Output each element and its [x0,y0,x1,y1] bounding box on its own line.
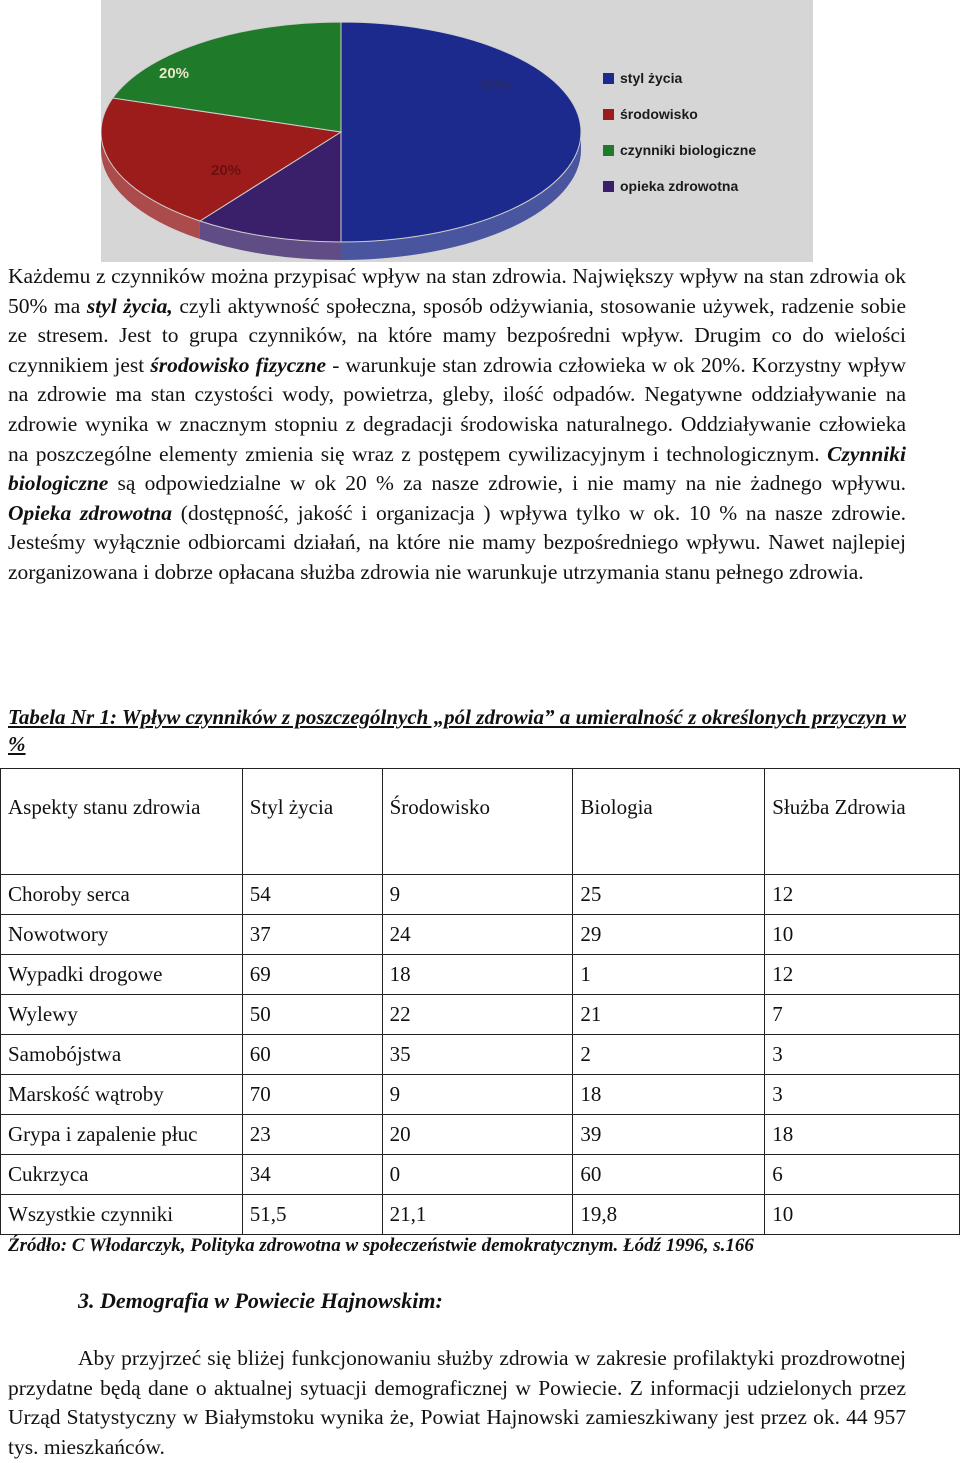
table-cell: Nowotwory [1,915,243,955]
table-cell: 34 [242,1155,382,1195]
term-lifestyle: styl życia, [86,293,173,318]
text-segment: są odpowiedzialne w ok 20 % za nasze zdrowie, i nie mamy na nie żadnego wpływu. [108,471,906,496]
term-biological: Czynniki biologiczne [8,441,906,496]
table-header-cell: Służba Zdrowia [765,769,960,875]
table-cell: 25 [573,875,765,915]
table-header-row [1,769,960,875]
table-cell: 3 [765,1035,960,1075]
table-cell: Cukrzyca [1,1155,243,1195]
table-row [1,875,960,915]
mortality-factors-table [0,768,960,1235]
text-segment: - warunkuje stan zdrowia człowieka w ok 20%. Korzystny wpływ na zdrowie ma stan czystości wody, powietrza, gleby, ilość odpadów. Negatywne oddziaływanie na zdrowie wynika w znacznym stopniu z degradacji środowiska naturalnego. Oddziaływanie człowieka na poszczególne elementy zmienia się wraz z postępem cywilizacyjnym i technologicznym. [8,352,907,466]
table-cell: 7 [765,995,960,1035]
table-cell: 3 [765,1075,960,1115]
pie-chart-figure [101,0,813,262]
table-cell: 51,5 [242,1195,382,1235]
table-row [1,1195,960,1235]
text-segment: czyli aktywność społeczna, sposób odżywiania, stosowanie używek, radzenie sobie ze stresem. Jest to grupa czynników, na które mamy bezpośredni wpływ. Drugim co do wielości czynnikiem jest [8,293,906,377]
table-cell: Choroby serca [1,875,243,915]
table-cell: 2 [573,1035,765,1075]
table-row [1,995,960,1035]
table-cell: 24 [382,915,573,955]
table-cell: 35 [382,1035,573,1075]
pie-slice [341,22,581,242]
table-cell: 18 [573,1075,765,1115]
table-cell: 10 [765,1195,960,1235]
table-cell: 9 [382,1075,573,1115]
legend-swatch [603,181,614,192]
table-cell: 50 [242,995,382,1035]
table-row [1,1115,960,1155]
table-cell: 69 [242,955,382,995]
legend-swatch [603,109,614,120]
table-cell: Wypadki drogowe [1,955,243,995]
section-heading: 3. Demografia w Powiecie Hajnowskim: [78,1288,443,1313]
table-cell: 20 [382,1115,573,1155]
term-healthcare: Opieka zdrowotna [8,500,173,525]
table-cell: 18 [765,1115,960,1155]
legend-swatch [603,73,614,84]
table-row [1,1155,960,1195]
legend-label: opieka zdrowotna [620,178,739,194]
table-cell: 0 [382,1155,573,1195]
table-cell: 60 [242,1035,382,1075]
pie-percent-label: 20% [159,65,190,82]
table-cell: 21 [573,995,765,1035]
table-cell: 12 [765,955,960,995]
table-cell: 54 [242,875,382,915]
pie-percent-label: 20% [211,162,242,179]
table-header-cell: Środowisko [382,769,573,875]
text-segment: (dostępność, jakość i organizacja ) wpływa tylko w ok. 10 % na nasze zdrowie. Jesteśmy wyłącznie odbiorcami działań, na które nie mamy bezpośredniego wpływu. Nawet najlepiej zorganizowana i dobrze opłacana służba zdrowia nie warunkuje utrzymania stanu pełnego zdrowia. [8,500,906,584]
table-cell: 70 [242,1075,382,1115]
table-cell: 9 [382,875,573,915]
table-row [1,1075,960,1115]
term-environment: środowisko fizyczne [150,352,327,377]
legend-swatch [603,145,614,156]
table-cell: 21,1 [382,1195,573,1235]
table-cell: 39 [573,1115,765,1155]
table-cell: Marskość wątroby [1,1075,243,1115]
table-row [1,1035,960,1075]
table-cell: 10 [765,915,960,955]
table-row [1,915,960,955]
table-cell: 19,8 [573,1195,765,1235]
table-cell: Grypa i zapalenie płuc [1,1115,243,1155]
table-cell: 6 [765,1155,960,1195]
legend-label: styl życia [620,70,683,86]
table-cell: 23 [242,1115,382,1155]
table-row [1,955,960,995]
legend-label: środowisko [620,106,698,122]
table-cell: 60 [573,1155,765,1195]
table-header-cell: Biologia [573,769,765,875]
table-source: Źródło: C Włodarczyk, Polityka zdrowotna w społeczeństwie demokratycznym. Łódź 1996, s.166 [8,1235,754,1256]
table-cell: Wszystkie czynniki [1,1195,243,1235]
table-header-cell: Aspekty stanu zdrowia [1,769,243,875]
pie-percent-label: 50% [481,77,512,94]
table-cell: 18 [382,955,573,995]
paragraph-health-factors [8,262,906,588]
table-cell: 37 [242,915,382,955]
table-caption: Tabela Nr 1: Wpływ czynników z poszczególnych „pól zdrowia” a umieralność z określonych przyczyn w % [8,705,906,756]
text-segment: Aby przyjrzeć się bliżej funkcjonowaniu służby zdrowia w zakresie profilaktyki prozdrowotnej przydatne będą dane o aktualnej sytuacji demograficznej w Powiecie. Z informacji udzielonych przez Urząd Statystyczny w Białymstoku wynika że, Powiat Hajnowski zamieszkiwany jest przez ok. 44 957 tys. mieszkańców. [8,1346,906,1459]
table-header-cell: Styl życia [242,769,382,875]
table-cell: 22 [382,995,573,1035]
table-cell: 1 [573,955,765,995]
paragraph-demography [8,1344,906,1462]
pie-chart [101,0,813,262]
legend-label: czynniki biologiczne [620,142,757,158]
text-segment: Każdemu z czynników można przypisać wpływ na stan zdrowia. Największy wpływ na stan zdrowia ok 50% ma [8,264,906,318]
table-cell: 29 [573,915,765,955]
table-cell: Samobójstwa [1,1035,243,1075]
table-cell: 12 [765,875,960,915]
table-cell: Wylewy [1,995,243,1035]
